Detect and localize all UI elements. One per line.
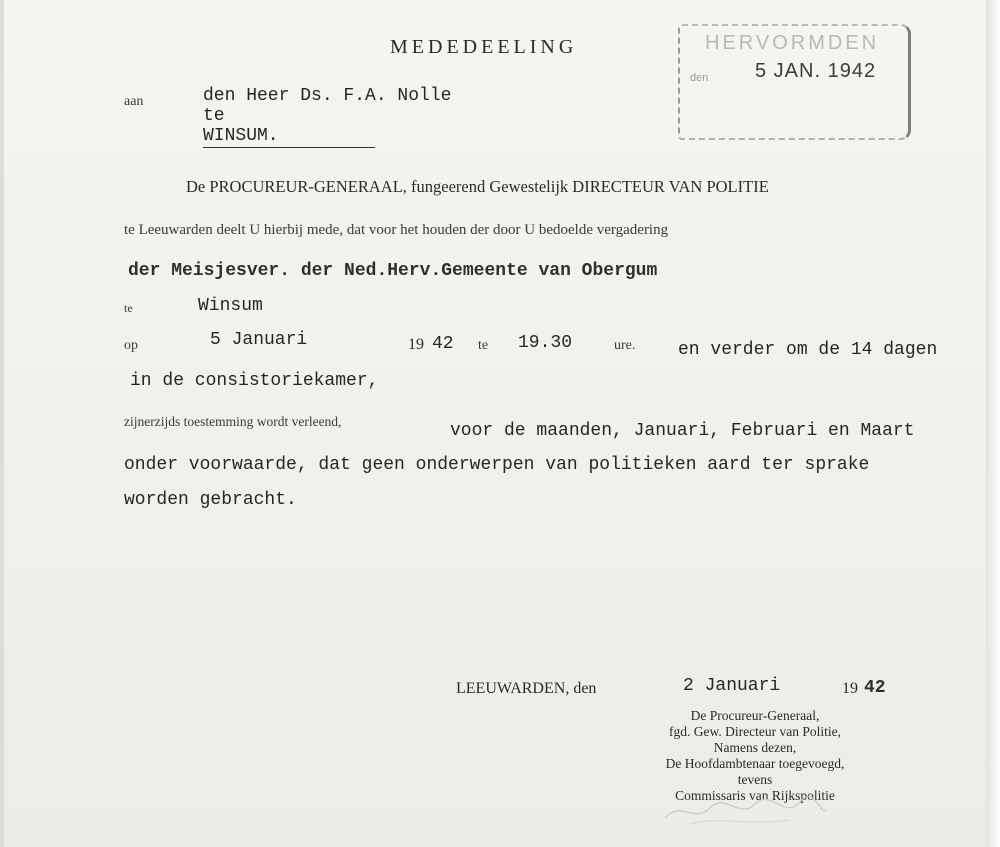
faint-signature-scribble (660, 790, 830, 830)
page-left-edge (0, 0, 4, 847)
signature-line-3: Namens dezen, (713, 740, 797, 755)
consent-text: voor de maanden, Januari, Februari en Maart (450, 421, 915, 441)
stamp-header: HERVORMDEN (705, 32, 880, 54)
signature-line-1: De Procureur-Generaal, (690, 708, 820, 723)
body-line-1: De PROCUREUR-GENERAAL, fungeerend Gewestelijk DIRECTEUR VAN POLITIE (186, 177, 769, 196)
te2-label: te (478, 338, 489, 353)
op-extra: en verder om de 14 dagen (678, 340, 938, 360)
recipient-name: den Heer Ds. F.A. Nolle (203, 86, 452, 106)
closing-date: 2 Januari (683, 676, 781, 696)
signature-line-5: tevens (737, 772, 773, 787)
op-date: 5 Januari (210, 330, 308, 350)
signature-line-2: fgd. Gew. Directeur van Politie, (669, 724, 841, 739)
signature-line-4: De Hoofdambtenaar toegevoegd, (665, 756, 845, 771)
signature-line-6: Commissaris van Rijkspolitie (675, 788, 835, 803)
consent-label: zijnerzijds toestemming wordt verleend, (124, 414, 342, 429)
op-label: op (124, 338, 138, 353)
stamp-label: den (690, 72, 709, 84)
op-time: 19.30 (518, 333, 573, 353)
aan-label: aan (124, 94, 144, 109)
recipient-place: WINSUM. (203, 126, 375, 148)
ure-label: ure. (614, 338, 636, 353)
condition-line-2: worden gebracht. (124, 490, 297, 510)
closing-city: LEEUWARDEN, den (456, 680, 597, 697)
document-title: MEDEDEELING (390, 36, 578, 58)
op-year-suffix: 42 (432, 334, 454, 354)
meeting-location: in de consistoriekamer, (130, 371, 379, 391)
recipient-te: te (203, 106, 225, 126)
closing-year-suffix: 42 (864, 678, 886, 698)
body-line-3: der Meisjesver. der Ned.Herv.Gemeente van Obergum (128, 261, 658, 281)
closing-year-prefix: 19 (842, 680, 858, 697)
body-line-2: te Leeuwarden deelt U hierbij mede, dat voor het houden der door U bedoelde vergadering (124, 222, 669, 238)
condition-line-1: onder voorwaarde, dat geen onderwerpen van politieken aard ter sprake (124, 455, 870, 475)
te-label: te (124, 301, 133, 315)
op-year-prefix: 19 (408, 336, 424, 353)
page-right-edge (986, 0, 1000, 847)
te-value: Winsum (198, 296, 263, 316)
stamp-date: 5 JAN. 1942 (755, 60, 877, 82)
